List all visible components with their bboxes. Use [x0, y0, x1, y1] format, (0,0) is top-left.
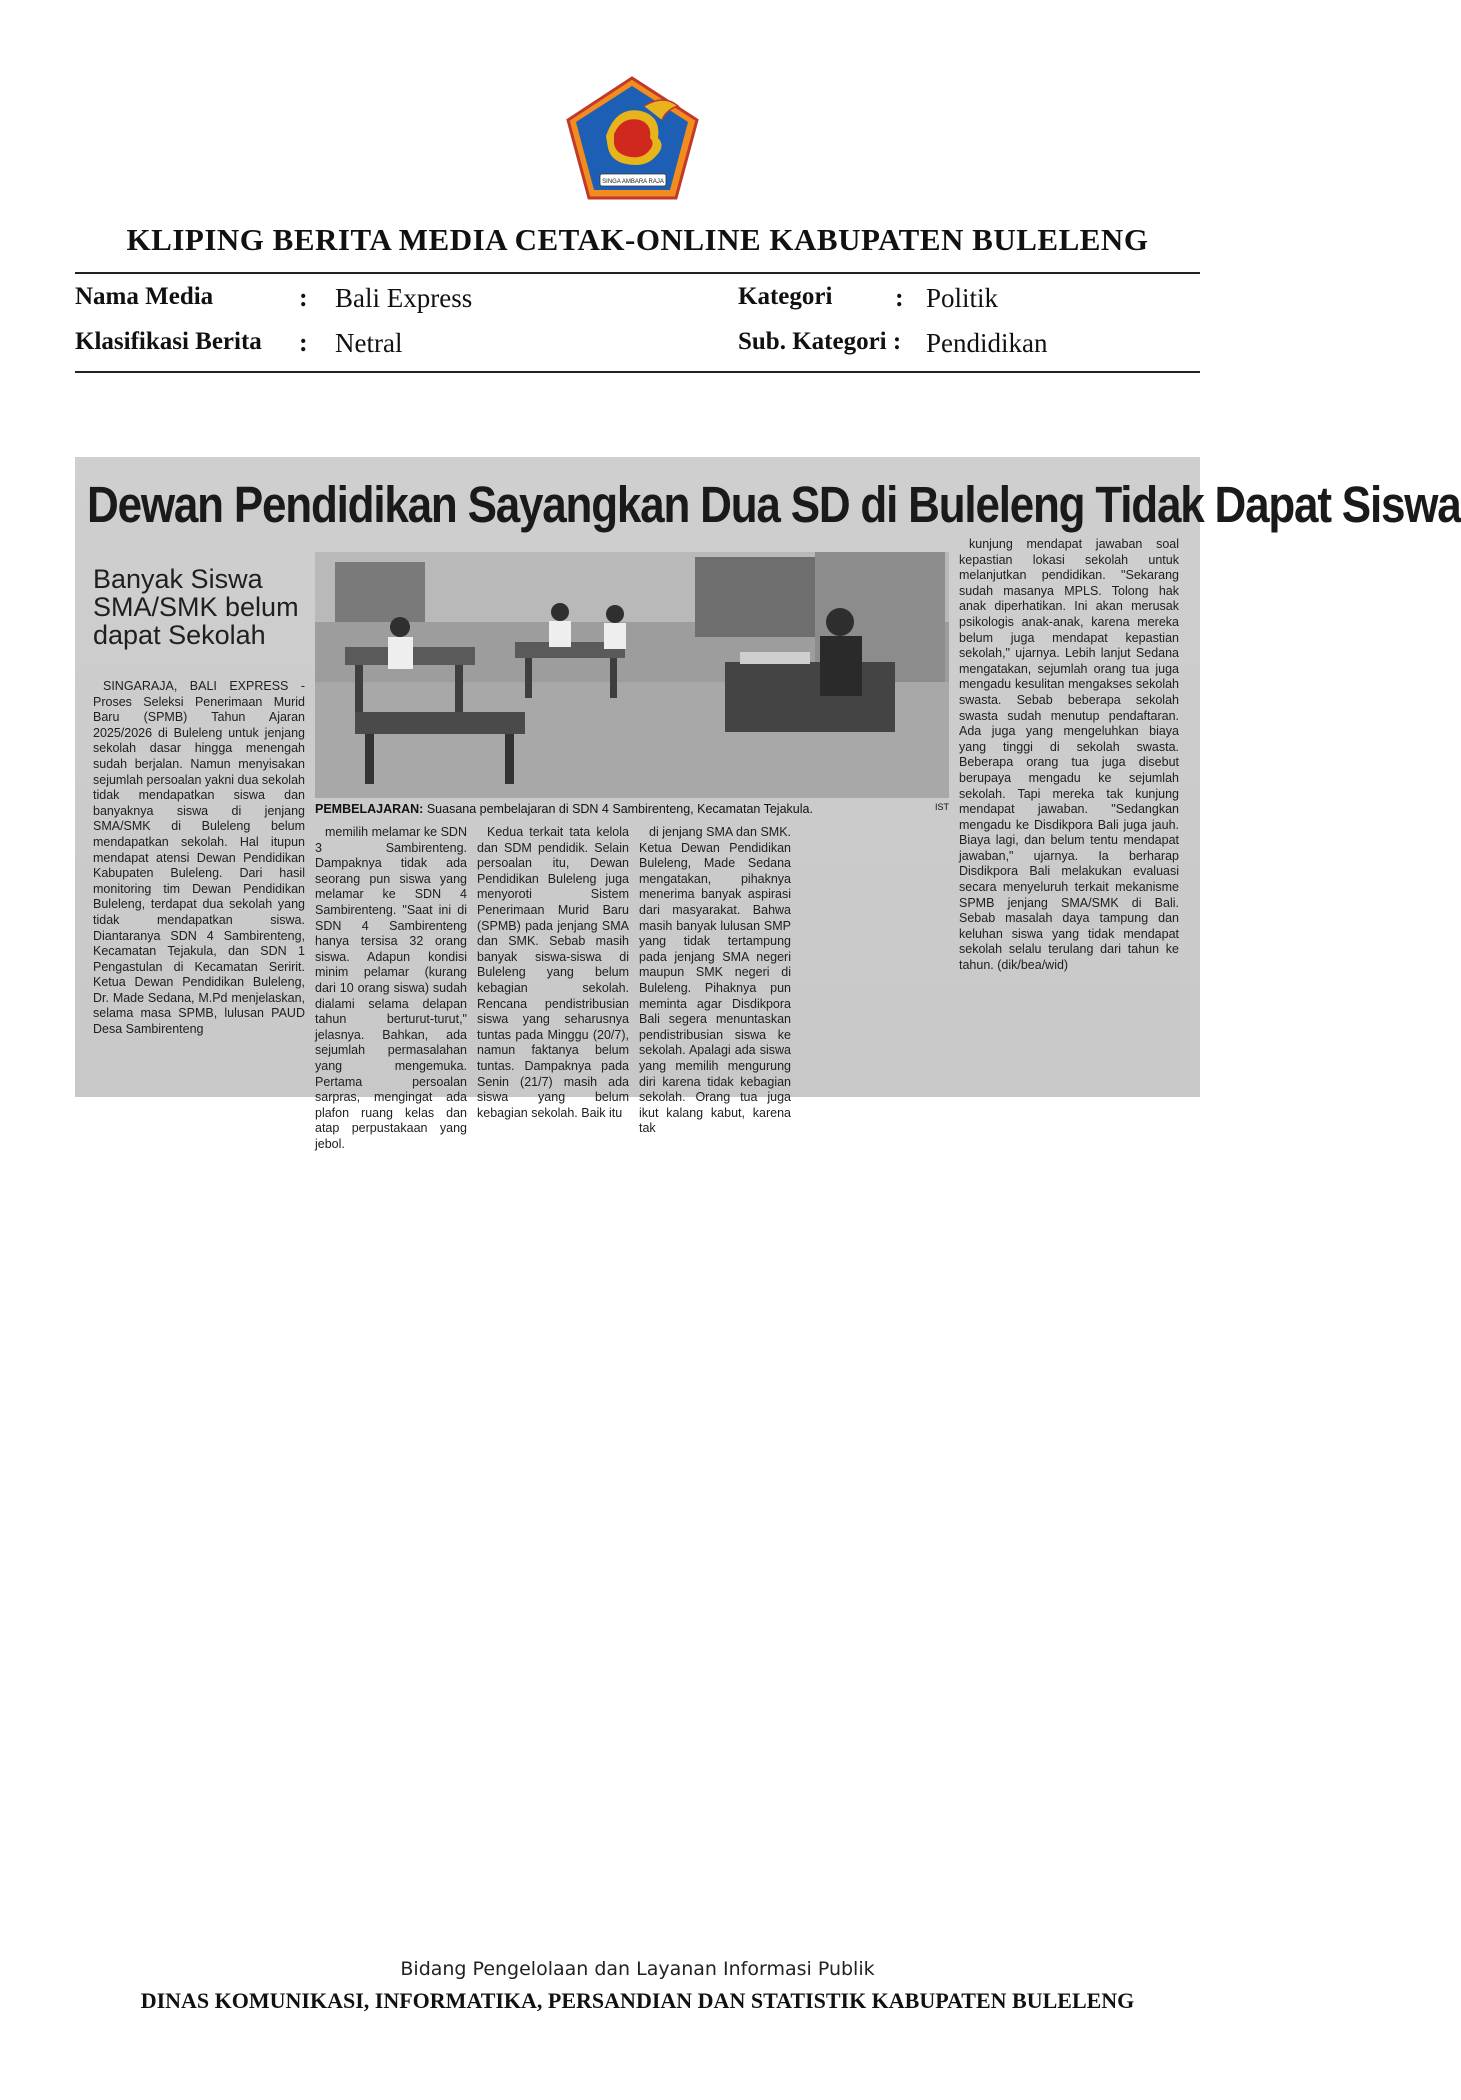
media-label: Nama Media	[75, 283, 214, 310]
article-column-5-text: kunjung mendapat jawaban soal kepastian lokasi sekolah untuk melanjutkan pendidikan. "Sekarang sudah masanya MPLS. Tolong hak anak diperhatikan. Ini akan merusak psikologis anak-anak, karena mereka belum juga mendapat kepastian sekolah," ujarnya. Lebih lanjut Sedana mengatakan, sejumlah orang tua juga mengadu kesulitan mengakses sekolah swasta. Sebab beberapa sekolah swasta sudah menutup pendaftaran. Ada juga yang mengeluhkan biaya yang tinggi di sekolah swasta. Beberapa orang tua juga disebut berupaya mengadu ke sejumlah sekolah. Tapi mereka tak kunjung mendapat jawaban. "Sedangkan mengadu ke Disdikpora Bali juga jauh. Biaya lagi, dan belum tentu mendapat jawaban," ujarnya. Ia berharap Disdikpora Bali melakukan evaluasi secara menyeluruh terkait mekanisme SPMB jenjang SMA/SMK di Bali. Sebab masalah daya tampung dan keluhan siswa yang tidak mendapat sekolah selalu terulang dari tahun ke tahun. (dik/bea/wid)	[959, 537, 1179, 973]
document-title: KLIPING BERITA MEDIA CETAK-ONLINE KABUPATEN BULELENG	[126, 222, 1149, 257]
meta-row-media	[75, 283, 1200, 323]
article-subheadline: Banyak Siswa SMA/SMK belum dapat Sekolah	[93, 564, 299, 650]
newspaper-clipping	[75, 457, 1461, 1151]
article-column-3	[477, 825, 629, 1120]
article-column-4-text: di jenjang SMA dan SMK. Ketua Dewan Pendidikan Buleleng, Made Sedana mengatakan, pihaknya menerima banyak aspirasi dari masyarakat. Bahwa masih banyak lulusan SMP yang tidak tertampung pada jenjang SMA negeri maupun SMK negeri di Buleleng. Pihaknya pun meminta agar Disdikpora Bali segera menuntaskan pendistribusian siswa ke sekolah. Apalagi ada siswa yang memilih mengurung diri karena tidak kebagian sekolah. Orang tua juga ikut kalang kabut, karena tak	[639, 825, 791, 1136]
article-column-2-text: memilih melamar ke SDN 3 Sambirenteng. Dampaknya tidak ada seorang pun siswa yang melamar ke SDN 4 Sambirenteng. "Saat ini di SDN 4 Sambirenteng hanya tersisa 32 orang siswa. Adapun kondisi minim pelamar (kurang dari 10 orang siswa) sudah dialami selama delapan tahun berturut-turut," jelasnya. Bahkan, ada sejumlah permasalahan yang mengemuka. Pertama persoalan sarpras, mengingat ada plafon ruang kelas dan atap perpustakaan yang jebol.	[315, 825, 467, 1151]
article-column-5	[959, 537, 1179, 1093]
article-column-4	[639, 825, 791, 1136]
kategori-label: Kategori	[738, 283, 833, 310]
footer-unit: Bidang Pengelolaan dan Layanan Informasi Publik	[400, 1958, 875, 1980]
article-column-3-text: Kedua terkait tata kelola dan SDM pendidik. Selain persoalan itu, Dewan Pendidikan Buleleng juga menyoroti Sistem Penerimaan Murid Baru (SPMB) pada jenjang SMA dan SMK. Sebab masih banyak siswa-siswa di Buleleng yang belum kebagian sekolah. Rencana pendistribusian siswa yang seharusnya tuntas pada Minggu (20/7), namun faktanya belum tuntas. Dampaknya pada Senin (21/7) masih ada siswa yang belum kebagian sekolah. Baik itu	[477, 825, 629, 1120]
klasifikasi-value: Netral	[335, 328, 403, 358]
photo-credit: IST	[934, 802, 949, 812]
singa-ambara-raja-emblem-icon	[566, 76, 699, 200]
article-headline: Dewan Pendidikan Sayangkan Dua SD di Buleleng Tidak Dapat Siswa	[87, 477, 1461, 534]
meta-row-klasifikasi	[75, 328, 1200, 368]
media-value: Bali Express	[335, 283, 473, 313]
footer-agency: DINAS KOMUNIKASI, INFORMATIKA, PERSANDIAN DAN STATISTIK KABUPATEN BULELENG	[140, 1988, 1135, 2013]
header-divider-bottom	[75, 371, 1200, 373]
caption-text: Suasana pembelajaran di SDN 4 Sambirenteng, Kecamatan Tejakula.	[426, 802, 813, 816]
klasifikasi-label: Klasifikasi Berita	[75, 328, 262, 355]
logo-text: SINGA AMBARA RAJA	[602, 179, 664, 185]
caption-label: PEMBELAJARAN:	[315, 802, 424, 816]
photo-caption	[315, 802, 949, 816]
subkategori-label: Sub. Kategori :	[738, 328, 902, 355]
media-colon: :	[299, 283, 308, 312]
article-column-2	[315, 825, 467, 1151]
klasifikasi-colon: :	[299, 328, 308, 357]
classroom-photo	[315, 552, 949, 798]
header-divider-top	[75, 272, 1200, 274]
kategori-colon: :	[895, 283, 904, 312]
article-column-1-text: SINGARAJA, BALI EXPRESS - Proses Seleksi Penerimaan Murid Baru (SPMB) Tahun Ajaran 2025/2026 di Buleleng untuk jenjang sekolah dasar hingga menengah sudah berjalan. Namun menyisakan sejumlah persoalan yakni dua sekolah tidak mendapatkan siswa dan banyaknya siswa di jenjang SMA/SMK di Buleleng belum mendapatkan sekolah. Hal itupun mendapat atensi Dewan Pendidikan Kabupaten Buleleng. Dari hasil monitoring tim Dewan Pendidikan Buleleng, terdapat dua sekolah yang tidak mendapatkan siswa. Diantaranya SDN 4 Sambirenteng, Kecamatan Tejakula, dan SDN 1 Pengastulan di Kecamatan Seririt. Ketua Dewan Pendidikan Buleleng, Dr. Made Sedana, M.Pd menjelaskan, selama masa SPMB, lulusan PAUD Desa Sambirenteng	[93, 679, 305, 1037]
kategori-value: Politik	[926, 283, 999, 313]
subkategori-value: Pendidikan	[926, 328, 1048, 358]
article-column-1	[93, 679, 305, 1094]
